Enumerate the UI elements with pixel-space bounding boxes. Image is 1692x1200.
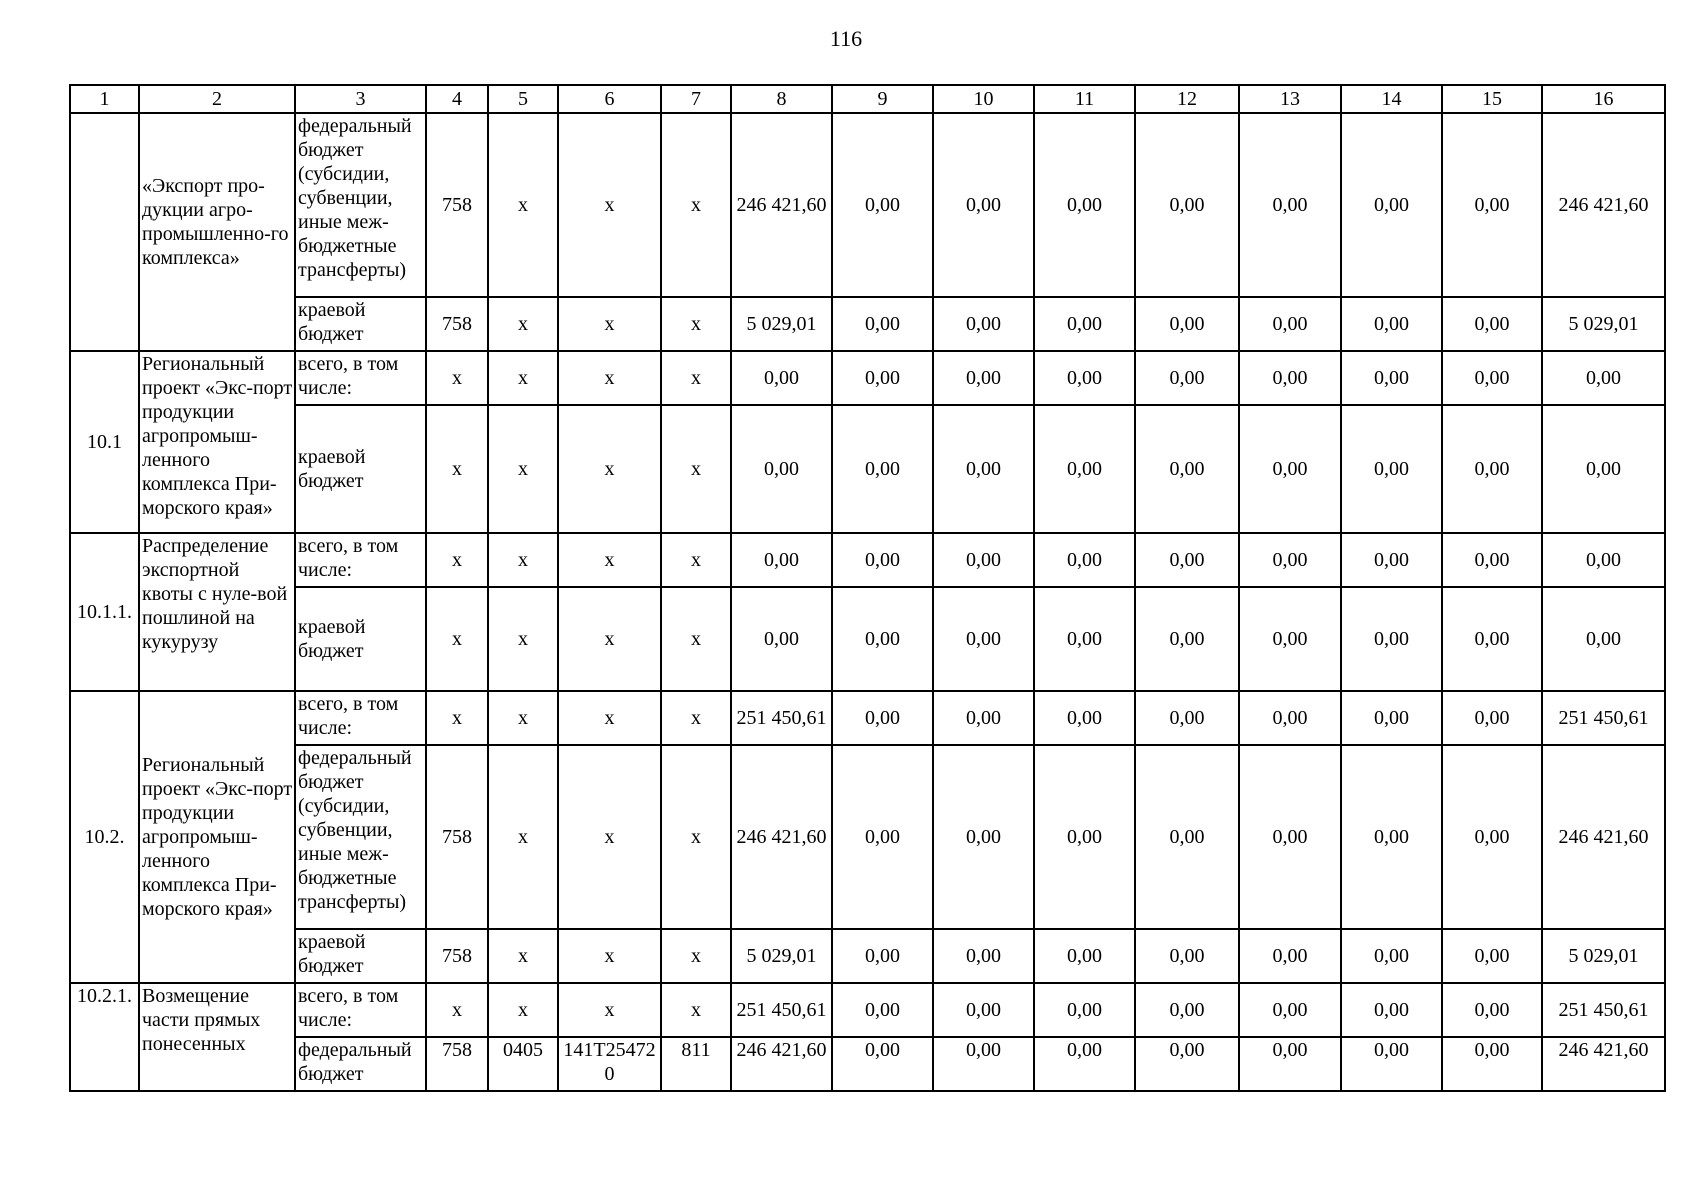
cell-c5: x <box>488 587 558 691</box>
cell-c10: 0,00 <box>933 405 1034 533</box>
cell-c7: x <box>661 745 731 929</box>
cell-c6: x <box>558 745 661 929</box>
cell-c7: x <box>661 351 731 405</box>
row-name: Возмещение части прямых понесенных <box>139 983 295 1091</box>
cell-c12: 0,00 <box>1135 745 1239 929</box>
funding-source: федеральный бюджет (субсидии, субвенции, иные меж-бюджетные трансферты) <box>295 113 426 297</box>
cell-c16: 246 421,60 <box>1542 745 1665 929</box>
cell-c13: 0,00 <box>1239 587 1341 691</box>
cell-c5: x <box>488 745 558 929</box>
column-header: 13 <box>1239 85 1341 113</box>
cell-c12: 0,00 <box>1135 983 1239 1037</box>
column-header: 7 <box>661 85 731 113</box>
cell-c12: 0,00 <box>1135 587 1239 691</box>
cell-c8: 5 029,01 <box>731 929 832 983</box>
cell-c7: x <box>661 587 731 691</box>
column-header: 2 <box>139 85 295 113</box>
cell-c11: 0,00 <box>1034 745 1135 929</box>
column-header: 4 <box>426 85 488 113</box>
cell-c15: 0,00 <box>1442 533 1542 587</box>
cell-c14: 0,00 <box>1341 113 1442 297</box>
cell-c5: 0405 <box>488 1037 558 1091</box>
column-header: 15 <box>1442 85 1542 113</box>
cell-c7: 811 <box>661 1037 731 1091</box>
cell-c16: 246 421,60 <box>1542 1037 1665 1091</box>
cell-c16: 5 029,01 <box>1542 297 1665 351</box>
cell-c11: 0,00 <box>1034 533 1135 587</box>
funding-source: краевой бюджет <box>295 929 426 983</box>
funding-source: федеральный бюджет (субсидии, субвенции, иные меж-бюджетные трансферты) <box>295 745 426 929</box>
cell-c5: x <box>488 351 558 405</box>
page-number: 116 <box>829 26 863 51</box>
cell-c11: 0,00 <box>1034 983 1135 1037</box>
cell-c4: 758 <box>426 1037 488 1091</box>
cell-c7: x <box>661 297 731 351</box>
cell-c10: 0,00 <box>933 297 1034 351</box>
cell-c8: 251 450,61 <box>731 691 832 745</box>
cell-c14: 0,00 <box>1341 691 1442 745</box>
cell-c10: 0,00 <box>933 587 1034 691</box>
cell-c9: 0,00 <box>832 533 933 587</box>
cell-c11: 0,00 <box>1034 297 1135 351</box>
cell-c5: x <box>488 405 558 533</box>
cell-c5: x <box>488 691 558 745</box>
funding-source: всего, в том числе: <box>295 983 426 1037</box>
cell-c14: 0,00 <box>1341 745 1442 929</box>
cell-c13: 0,00 <box>1239 691 1341 745</box>
cell-c4: 758 <box>426 297 488 351</box>
cell-c10: 0,00 <box>933 929 1034 983</box>
cell-c11: 0,00 <box>1034 691 1135 745</box>
column-header: 6 <box>558 85 661 113</box>
cell-c5: x <box>488 983 558 1037</box>
cell-c9: 0,00 <box>832 745 933 929</box>
cell-c16: 251 450,61 <box>1542 691 1665 745</box>
cell-c6: x <box>558 929 661 983</box>
funding-source: федеральный бюджет <box>295 1037 426 1091</box>
cell-c16: 251 450,61 <box>1542 983 1665 1037</box>
cell-c9: 0,00 <box>832 113 933 297</box>
row-code <box>70 113 139 351</box>
cell-c4: 758 <box>426 745 488 929</box>
cell-c12: 0,00 <box>1135 113 1239 297</box>
row-code: 10.2. <box>70 691 139 983</box>
cell-c13: 0,00 <box>1239 745 1341 929</box>
funding-source: краевой бюджет <box>295 405 426 533</box>
cell-c9: 0,00 <box>832 587 933 691</box>
funding-source: всего, в том числе: <box>295 533 426 587</box>
cell-c10: 0,00 <box>933 351 1034 405</box>
cell-c7: x <box>661 533 731 587</box>
cell-c13: 0,00 <box>1239 533 1341 587</box>
cell-c13: 0,00 <box>1239 929 1341 983</box>
cell-c12: 0,00 <box>1135 691 1239 745</box>
table-row <box>70 405 1665 533</box>
cell-c4: x <box>426 351 488 405</box>
cell-c12: 0,00 <box>1135 297 1239 351</box>
cell-c15: 0,00 <box>1442 113 1542 297</box>
cell-c9: 0,00 <box>832 351 933 405</box>
cell-c8: 0,00 <box>731 405 832 533</box>
cell-c16: 5 029,01 <box>1542 929 1665 983</box>
cell-c9: 0,00 <box>832 691 933 745</box>
cell-c9: 0,00 <box>832 983 933 1037</box>
cell-c11: 0,00 <box>1034 113 1135 297</box>
cell-c14: 0,00 <box>1341 587 1442 691</box>
funding-source: краевой бюджет <box>295 297 426 351</box>
column-header: 5 <box>488 85 558 113</box>
cell-c15: 0,00 <box>1442 745 1542 929</box>
cell-c9: 0,00 <box>832 405 933 533</box>
cell-c10: 0,00 <box>933 533 1034 587</box>
cell-c7: x <box>661 405 731 533</box>
row-name: Распределение экспортной квоты с нуле-вой пошлиной на кукурузу <box>139 533 295 691</box>
cell-c13: 0,00 <box>1239 405 1341 533</box>
cell-c10: 0,00 <box>933 745 1034 929</box>
cell-c13: 0,00 <box>1239 113 1341 297</box>
cell-c8: 5 029,01 <box>731 297 832 351</box>
cell-c16: 246 421,60 <box>1542 113 1665 297</box>
cell-c4: 758 <box>426 929 488 983</box>
cell-c4: 758 <box>426 113 488 297</box>
column-header: 14 <box>1341 85 1442 113</box>
cell-c15: 0,00 <box>1442 351 1542 405</box>
funding-source: всего, в том числе: <box>295 351 426 405</box>
cell-c16: 0,00 <box>1542 351 1665 405</box>
column-header: 8 <box>731 85 832 113</box>
cell-c8: 0,00 <box>731 587 832 691</box>
cell-c4: x <box>426 691 488 745</box>
cell-c4: x <box>426 983 488 1037</box>
cell-c6: x <box>558 983 661 1037</box>
row-code: 10.2.1. <box>70 983 139 1091</box>
cell-c8: 246 421,60 <box>731 1037 832 1091</box>
cell-c7: x <box>661 929 731 983</box>
cell-c14: 0,00 <box>1341 1037 1442 1091</box>
row-name: «Экспорт про-дукции агро-промышленно-го комплекса» <box>139 113 295 351</box>
cell-c13: 0,00 <box>1239 1037 1341 1091</box>
cell-c12: 0,00 <box>1135 929 1239 983</box>
cell-c16: 0,00 <box>1542 587 1665 691</box>
cell-c6: x <box>558 587 661 691</box>
cell-c9: 0,00 <box>832 297 933 351</box>
cell-c8: 246 421,60 <box>731 745 832 929</box>
cell-c15: 0,00 <box>1442 691 1542 745</box>
cell-c5: x <box>488 113 558 297</box>
column-header: 9 <box>832 85 933 113</box>
column-header: 11 <box>1034 85 1135 113</box>
cell-c14: 0,00 <box>1341 533 1442 587</box>
cell-c12: 0,00 <box>1135 351 1239 405</box>
cell-c14: 0,00 <box>1341 297 1442 351</box>
column-header: 1 <box>70 85 139 113</box>
cell-c13: 0,00 <box>1239 983 1341 1037</box>
cell-c11: 0,00 <box>1034 1037 1135 1091</box>
cell-c7: x <box>661 691 731 745</box>
table-row <box>70 983 1665 1037</box>
cell-c12: 0,00 <box>1135 1037 1239 1091</box>
row-code: 10.1.1. <box>70 533 139 691</box>
funding-source: краевой бюджет <box>295 587 426 691</box>
cell-c16: 0,00 <box>1542 533 1665 587</box>
row-name: Региональный проект «Экс-порт продукции агропромыш-ленного комплекса При-морского края» <box>139 691 295 983</box>
table-row <box>70 745 1665 929</box>
cell-c15: 0,00 <box>1442 1037 1542 1091</box>
cell-c15: 0,00 <box>1442 587 1542 691</box>
cell-c6: 141T254720 <box>558 1037 661 1091</box>
table-row <box>70 1037 1665 1091</box>
cell-c8: 251 450,61 <box>731 983 832 1037</box>
cell-c6: x <box>558 533 661 587</box>
cell-c10: 0,00 <box>933 691 1034 745</box>
cell-c8: 246 421,60 <box>731 113 832 297</box>
cell-c6: x <box>558 297 661 351</box>
cell-c6: x <box>558 351 661 405</box>
row-name: Региональный проект «Экс-порт продукции агропромыш-ленного комплекса При-морского края» <box>139 351 295 533</box>
cell-c11: 0,00 <box>1034 587 1135 691</box>
cell-c10: 0,00 <box>933 113 1034 297</box>
budget-table <box>69 84 1666 1092</box>
cell-c14: 0,00 <box>1341 405 1442 533</box>
cell-c4: x <box>426 533 488 587</box>
cell-c15: 0,00 <box>1442 983 1542 1037</box>
cell-c11: 0,00 <box>1034 405 1135 533</box>
column-header: 12 <box>1135 85 1239 113</box>
cell-c15: 0,00 <box>1442 405 1542 533</box>
cell-c8: 0,00 <box>731 533 832 587</box>
cell-c5: x <box>488 533 558 587</box>
cell-c10: 0,00 <box>933 983 1034 1037</box>
cell-c9: 0,00 <box>832 1037 933 1091</box>
cell-c6: x <box>558 113 661 297</box>
row-code: 10.1 <box>70 351 139 533</box>
header-row <box>70 85 1665 113</box>
cell-c13: 0,00 <box>1239 297 1341 351</box>
cell-c15: 0,00 <box>1442 297 1542 351</box>
cell-c12: 0,00 <box>1135 405 1239 533</box>
table-row <box>70 113 1665 297</box>
column-header: 16 <box>1542 85 1665 113</box>
table-row <box>70 533 1665 587</box>
table-row <box>70 691 1665 745</box>
cell-c7: x <box>661 113 731 297</box>
cell-c5: x <box>488 297 558 351</box>
cell-c13: 0,00 <box>1239 351 1341 405</box>
cell-c7: x <box>661 983 731 1037</box>
funding-source: всего, в том числе: <box>295 691 426 745</box>
cell-c6: x <box>558 691 661 745</box>
cell-c10: 0,00 <box>933 1037 1034 1091</box>
table-row <box>70 587 1665 691</box>
cell-c5: x <box>488 929 558 983</box>
cell-c14: 0,00 <box>1341 929 1442 983</box>
cell-c11: 0,00 <box>1034 929 1135 983</box>
cell-c11: 0,00 <box>1034 351 1135 405</box>
cell-c8: 0,00 <box>731 351 832 405</box>
table-row <box>70 297 1665 351</box>
cell-c15: 0,00 <box>1442 929 1542 983</box>
cell-c14: 0,00 <box>1341 351 1442 405</box>
cell-c9: 0,00 <box>832 929 933 983</box>
cell-c6: x <box>558 405 661 533</box>
table-row <box>70 929 1665 983</box>
cell-c12: 0,00 <box>1135 533 1239 587</box>
column-header: 3 <box>295 85 426 113</box>
cell-c14: 0,00 <box>1341 983 1442 1037</box>
column-header: 10 <box>933 85 1034 113</box>
cell-c4: x <box>426 405 488 533</box>
cell-c16: 0,00 <box>1542 405 1665 533</box>
cell-c4: x <box>426 587 488 691</box>
table-row <box>70 351 1665 405</box>
